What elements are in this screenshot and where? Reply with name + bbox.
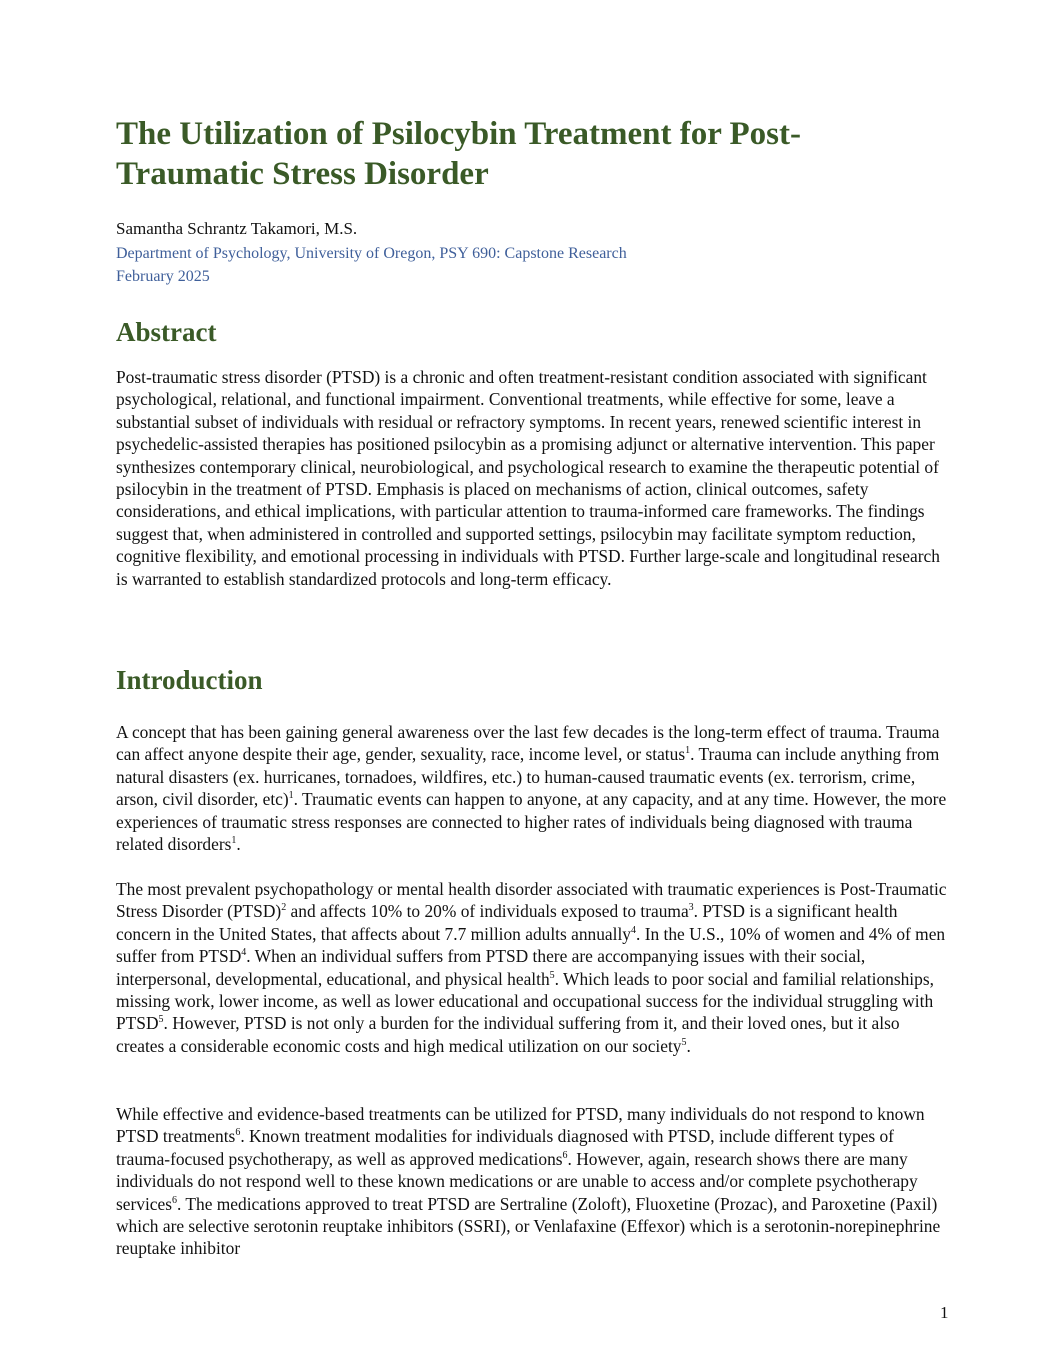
citation-superscript: 5 [681,1037,687,1049]
text-run: . Which leads to poor social and familial relationships, missing work, lower income, as well as lower educational and occupational success for the individual struggling with PTSD [116,968,934,1034]
text-run: . [686,1035,691,1056]
text-run: . [236,834,241,855]
text-run: . PTSD is a significant health concern in the United States, that affects about 7.7 million adults annually [116,901,898,944]
intro-paragraph [116,721,948,855]
text-run: and affects 10% to 20% of individuals exposed to trauma [286,901,689,922]
intro-paragraph [116,878,948,1057]
publication-date: February 2025 [116,268,210,285]
citation-superscript: 5 [549,969,555,981]
citation-superscript: 5 [158,1014,164,1026]
citation-superscript: 1 [685,745,691,757]
text-run: A concept that has been gaining general awareness over the last few decades is the long-term effect of trauma. Trauma can affect anyone despite their age, gender, sexuality, race, income level, or status [116,722,940,765]
citation-superscript: 6 [235,1127,241,1139]
page-number: 1 [940,1303,949,1322]
text-run: . However, again, research shows there are many individuals do not respond well to these known medications or are unable to access and/or complete psychotherapy services [116,1148,918,1214]
author-name: Samantha Schrantz Takamori, M.S. [116,219,358,238]
department-affiliation: Department of Psychology, University of Oregon, PSY 690: Capstone Research [116,245,627,262]
introduction-heading: Introduction [116,665,263,695]
text-run: While effective and evidence-based treatments can be utilized for PTSD, many individuals do not respond to known PTSD treatments [116,1104,925,1147]
citation-superscript: 1 [231,835,237,847]
text-run: . Trauma can include anything from natural disasters (ex. hurricanes, tornadoes, wildfires, etc.) to human-caused traumatic events (ex. terrorism, crime, arson, civil disorder, etc) [116,744,940,810]
text-run: . However, PTSD is not only a burden for the individual suffering from it, and their loved ones, but it also creates a considerable economic costs and high medical utilization on our society [116,1013,900,1056]
citation-superscript: 1 [288,790,294,802]
text-run: The most prevalent psychopathology or mental health disorder associated with traumatic experiences is Post-Traumatic Stress Disorder (PTSD) [116,879,947,922]
text-run: . In the U.S., 10% of women and 4% of men suffer from PTSD [116,923,946,967]
abstract-heading: Abstract [116,317,217,347]
text-run: . Traumatic events can happen to anyone, at any capacity, and at any time. However, the more experiences of traumatic stress responses are connected to higher rates of individuals being diagnosed with trauma related disorders [116,789,947,855]
abstract-paragraph: Post-traumatic stress disorder (PTSD) is a chronic and often treatment-resistant condition associated with significant psychological, relational, and functional impairment. Conventional treatments, while effective for some, leave a substantial subset of individuals with residual or refractory symptoms. In recent years, renewed scientific interest in psychedelic-assisted therapies has positioned psilocybin as a promising adjunct or alternative intervention. This paper synthesizes contemporary clinical, neurobiological, and psychological research to examine the therapeutic potential of psilocybin in the treatment of PTSD. Emphasis is placed on mechanisms of action, clinical outcomes, safety considerations, and ethical implications, with particular attention to trauma-informed care frameworks. The findings suggest that, when administered in controlled and supported settings, psilocybin may facilitate symptom reduction, cognitive flexibility, and emotional processing in individuals with PTSD. Further large-scale and longitudinal research is warranted to establish standardized protocols and long-term efficacy. [116,367,940,589]
citation-superscript: 6 [172,1194,178,1206]
text-run: . The medications approved to treat PTSD are Sertraline (Zoloft), Fluoxetine (Prozac), and Paroxetine (Paxil) which are selective serotonin reuptake inhibitors (SSRI), or Venlafaxine (Effexor) which is a serotonin-norepinephrine reuptake inhibitor [116,1193,941,1259]
citation-superscript: 4 [631,925,636,937]
citation-superscript: 4 [241,947,247,959]
text-run: . Known treatment modalities for individuals diagnosed with PTSD, include different types of trauma-focused psychotherapy, as well as approved medications [116,1126,894,1169]
citation-superscript: 6 [562,1150,568,1162]
citation-superscript: 2 [281,902,287,914]
text-run: . When an individual suffers from PTSD there are accompanying issues with their social, interpersonal, developmental, educational, and physical health [116,946,866,989]
paper-title: The Utilization of Psilocybin Treatment for Post-Traumatic Stress Disorder [116,116,801,192]
intro-paragraph [116,1103,948,1260]
citation-superscript: 3 [688,902,694,914]
